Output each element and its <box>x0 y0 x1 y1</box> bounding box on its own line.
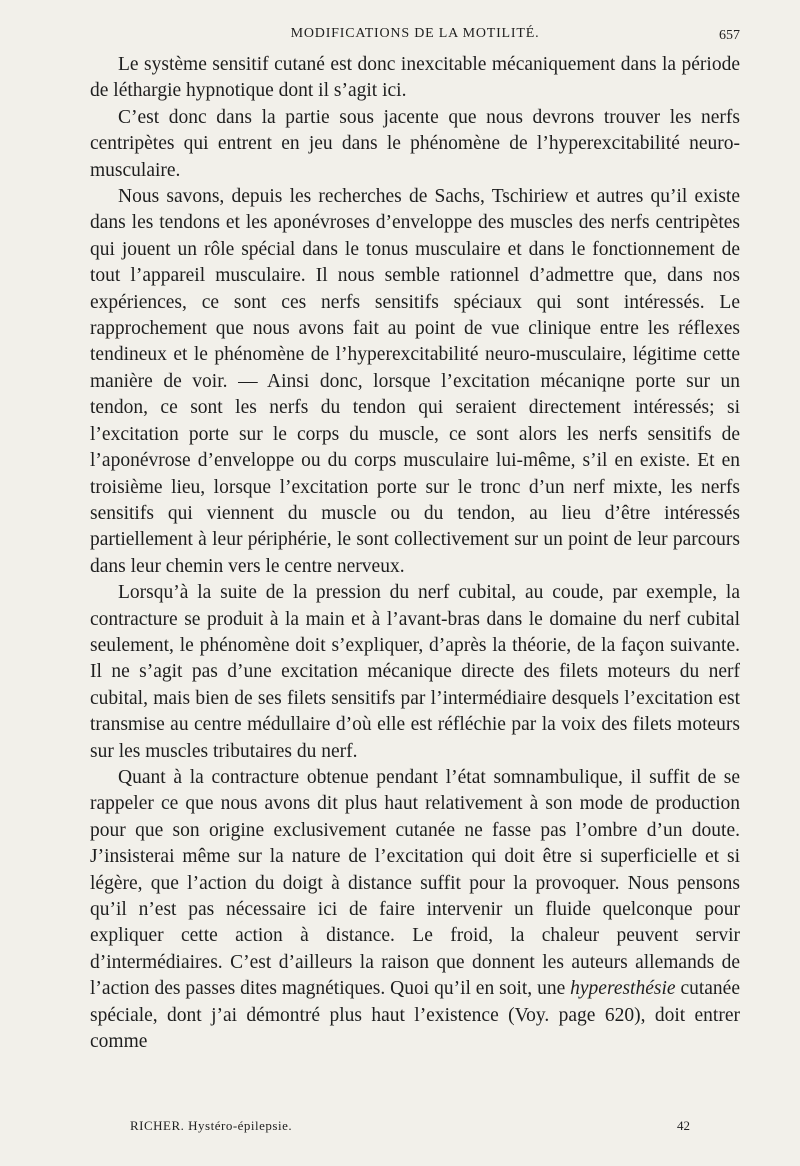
paragraph-2: C’est donc dans la partie sous jacente que nous devrons trouver les nerfs centripètes qui entrent en jeu dans le phénomène de l’hyperexcitabilité neuro-musculaire. <box>90 106 740 181</box>
running-head <box>90 24 740 46</box>
paragraph-5-tail: cutanée spéciale, dont j’ai démontré plus haut l’existence (Voy. page 620), doit entrer comme <box>90 978 740 1053</box>
paragraph-5 <box>90 765 740 1055</box>
page-footer <box>130 1118 690 1138</box>
italic-term: hyperesthésie <box>570 978 676 1000</box>
page-number: 657 <box>719 28 740 43</box>
paragraph-4: Lorsqu’à la suite de la pression du nerf cubital, au coude, par exemple, la contracture se produit à la main et à l’avant-bras dans le domaine du nerf cubital seulement, le phénomène doit s’expliquer, d’après la théorie, de la façon suivante. Il ne s’agit pas d’une excitation mécanique directe des filets moteurs du nerf cubital, mais bien de ses filets sensitifs par l’intermédiaire desquels l’excitation est transmise au centre médullaire d’où elle est réfléchie par la voix des filets moteurs sur les muscles tributaires du nerf. <box>90 582 740 762</box>
paragraph-5-text: Quant à la contracture obtenue pendant l’état somnambulique, il suffit de se rappeler ce que nous avons dit plus haut relativement à son mode de production pour que son origine exclusivement cutanée ne fasse pas l’ombre d’un doute. J’insisterai même sur la nature de l’excitation qui doit être si superficielle et si légère, que l’action du doigt à distance suffit pour la provoquer. Nous pensons qu’il n’est pas nécessaire ici de faire intervenir un fluide quelconque pour expliquer cette action à distance. Le froid, la chaleur peuvent servir d’intermédiaires. C’est d’ailleurs la raison que donnent les auteurs allemands de l’action des passes dites magnétiques. Quoi qu’il en soit, une <box>90 766 740 1000</box>
paragraph-1: Le système sensitif cutané est donc inexcitable mécaniquement dans la période de léthargie hypnotique dont il s’agit ici. <box>90 54 740 102</box>
paragraph-3: Nous savons, depuis les recherches de Sachs, Tschiriew et autres qu’il existe dans les tendons et les aponévroses d’enveloppe des muscles des nerfs centripètes qui jouent un rôle spécial dans le tonus musculaire et dans le fonctionnement de tout l’appareil musculaire. Il nous semble rationnel d’admettre que, dans nos expériences, ce sont ces nerfs sensitifs spéciaux qui sont intéressés. Le rapprochement que nous avons fait au point de vue clinique entre les réflexes tendineux et le phénomène de l’hyperexcitabilité neuro-musculaire, légitime cette manière de voir. — Ainsi donc, lorsque l’excitation mécaniqne porte sur un tendon, ce sont les nerfs du tendon qui seraient directement intéressés; si l’excitation porte sur le corps du muscle, ce sont alors les nerfs sensitifs de l’aponévrose d’enveloppe ou du corps musculaire lui-même, s’il en existe. Et en troisième lieu, lorsque l’excitation porte sur le tronc d’un nerf mixte, les nerfs sensitifs qui viennent du muscle ou du tendon, au lieu d’être intéressés partiellement à leur périphérie, le sont collectivement sur un point de leur parcours dans leur chemin vers le centre nerveux. <box>90 186 740 577</box>
sheet-number: 42 <box>677 1118 690 1133</box>
printer-signature: RICHER. Hystéro-épilepsie. <box>130 1118 293 1133</box>
running-title: MODIFICATIONS DE LA MOTILITÉ. <box>290 26 540 41</box>
body-text <box>90 52 740 1055</box>
